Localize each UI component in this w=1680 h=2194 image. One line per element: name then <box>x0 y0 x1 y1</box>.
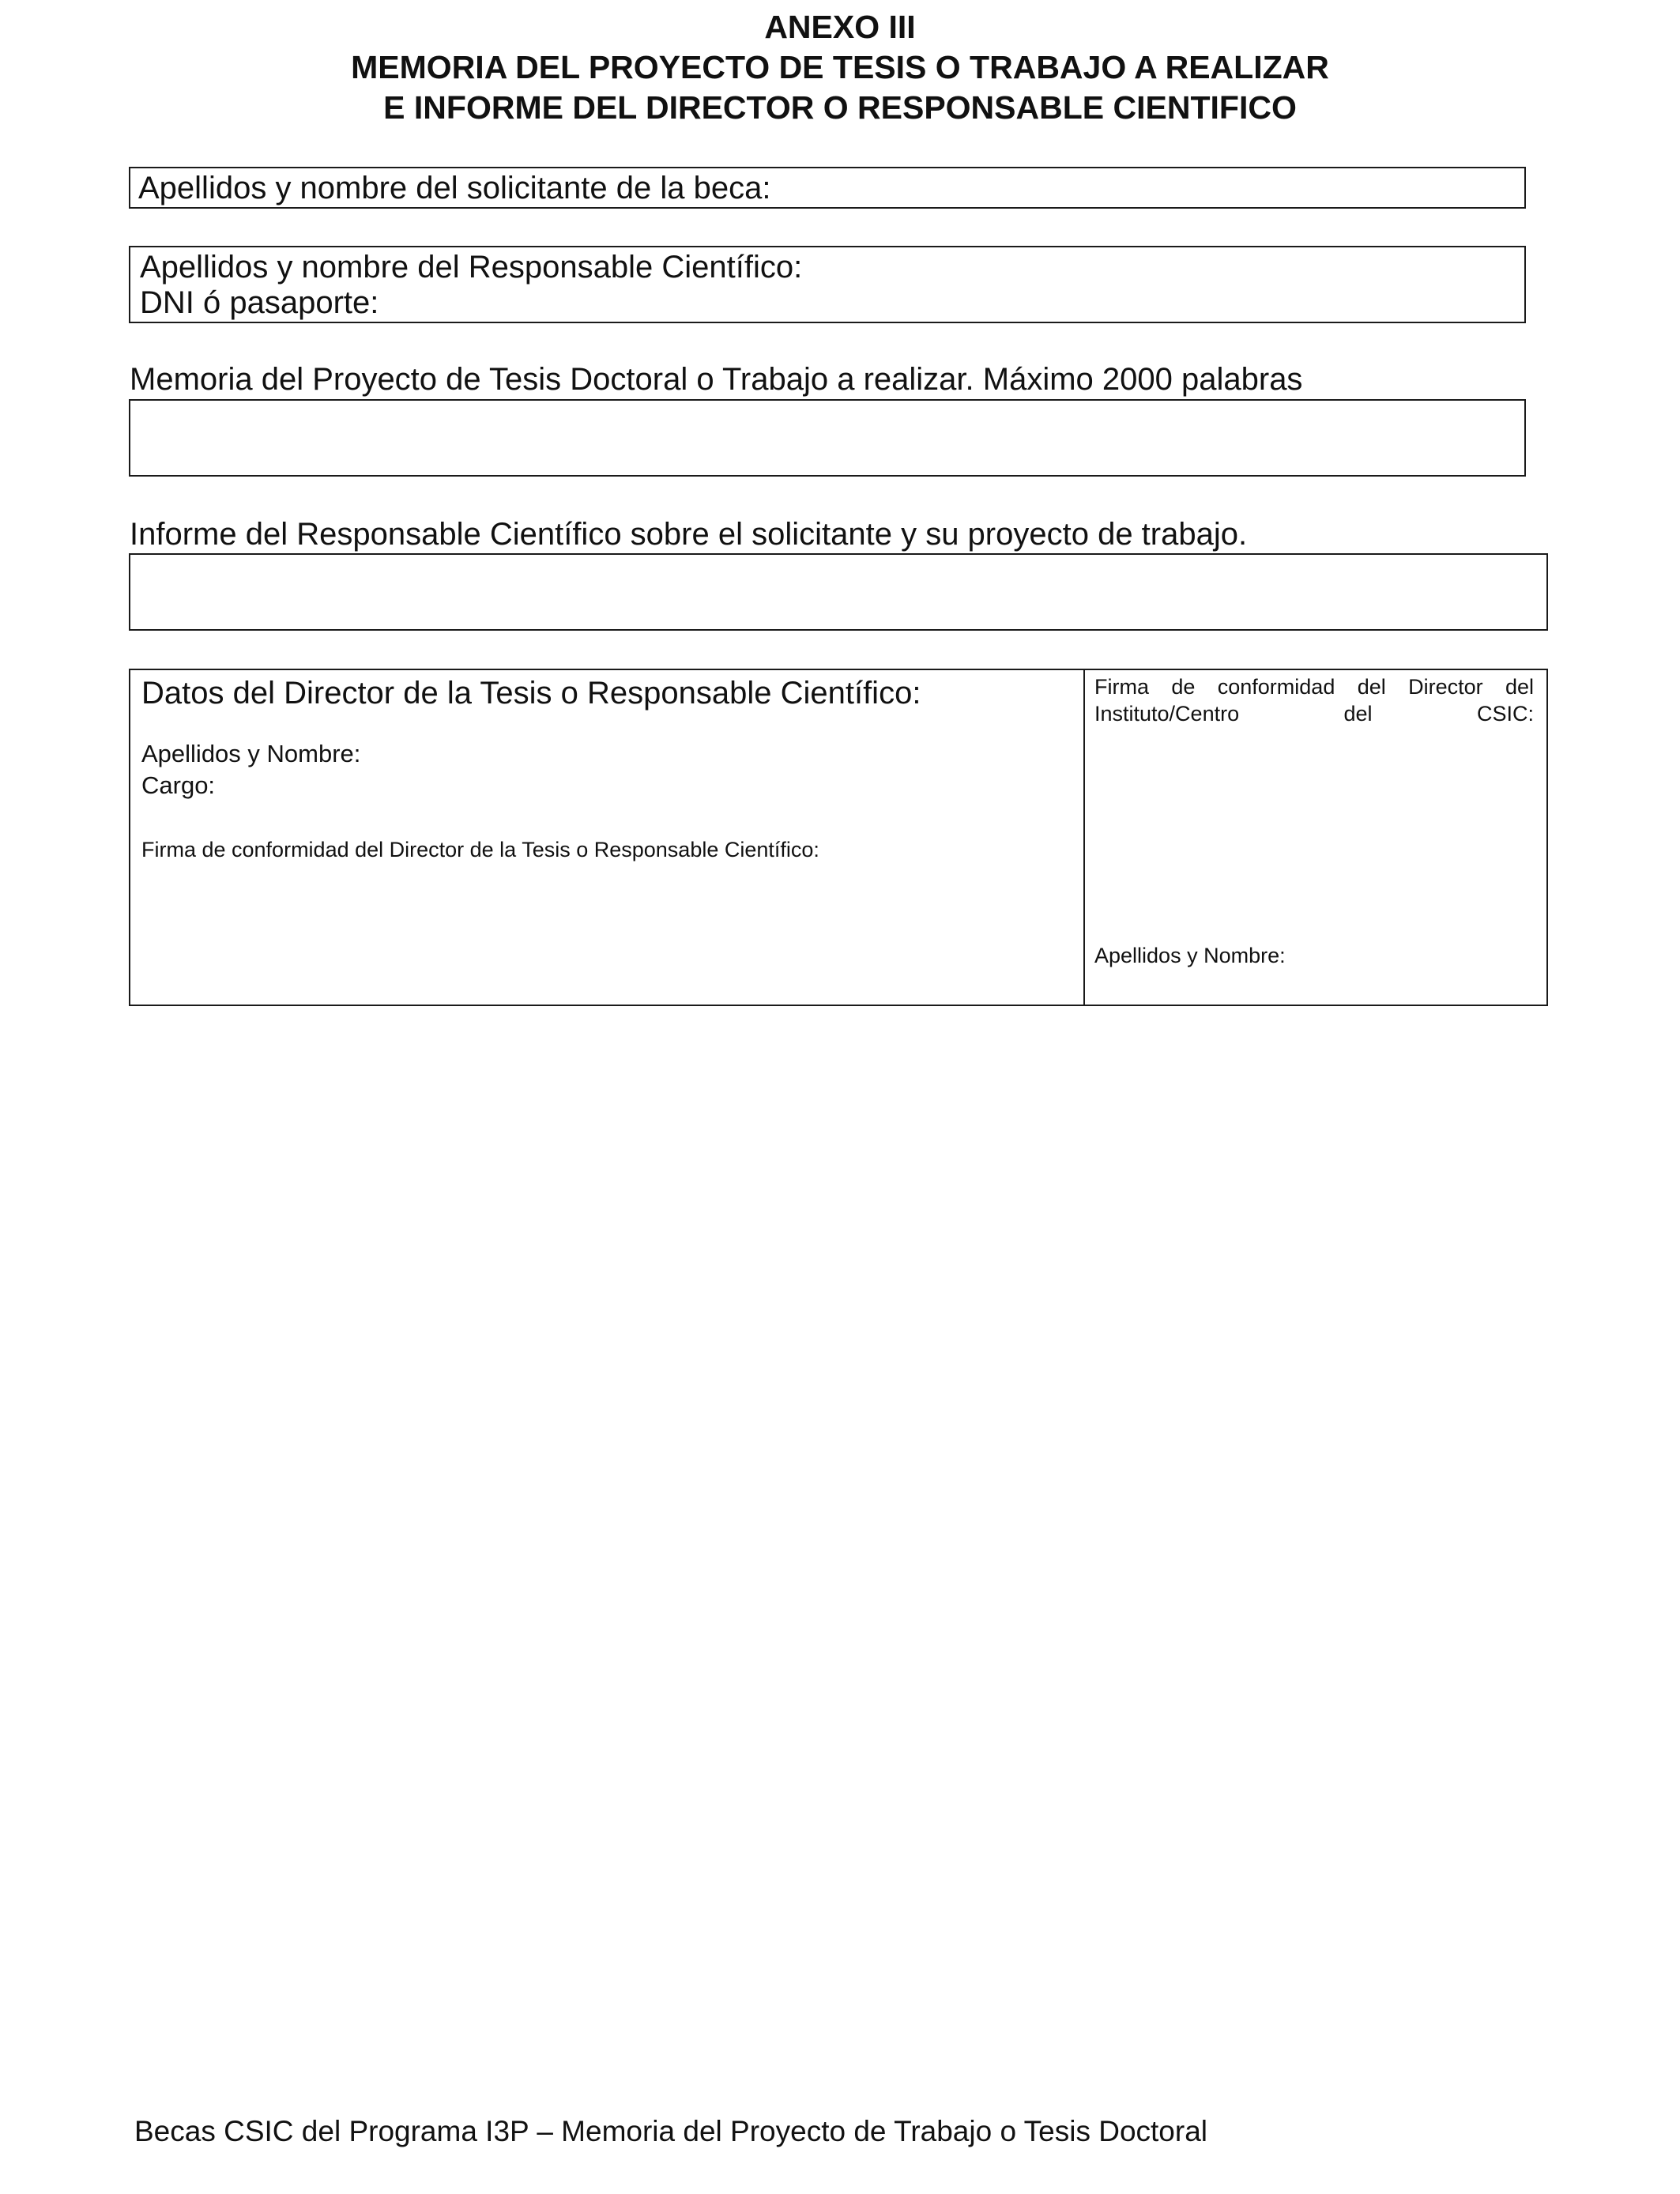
footer-text: Becas CSIC del Programa I3P – Memoria del Proyecto de Trabajo o Tesis Doctoral <box>134 2115 1207 2147</box>
director-data-cell[interactable] <box>130 670 1083 1005</box>
scientist-field[interactable] <box>129 246 1526 323</box>
institute-signature-label: Firma de conformidad del Director del Instituto/Centro del CSIC: <box>1094 675 1534 726</box>
director-heading: Datos del Director de la Tesis o Responsable Científico: <box>141 676 921 711</box>
informe-label: Informe del Responsable Científico sobre el solicitante y su proyecto de trabajo. <box>130 517 1248 552</box>
scientist-id-label: DNI ó pasaporte: <box>140 285 379 320</box>
scientist-name-label: Apellidos y nombre del Responsable Científico: <box>140 250 803 285</box>
memoria-label: Memoria del Proyecto de Tesis Doctoral o Trabajo a realizar. Máximo 2000 palabras <box>130 362 1303 397</box>
director-cargo-label: Cargo: <box>141 771 216 799</box>
director-name-label: Apellidos y Nombre: <box>141 740 361 767</box>
director-signature-label: Firma de conformidad del Director de la Tesis o Responsable Científico: <box>141 838 819 861</box>
document-subtitle: E INFORME DEL DIRECTOR O RESPONSABLE CIENTIFICO <box>383 89 1297 126</box>
institute-director-cell[interactable] <box>1085 670 1546 1005</box>
applicant-label: Apellidos y nombre del solicitante de la beca: <box>138 171 771 205</box>
informe-field[interactable] <box>129 553 1548 631</box>
director-table <box>129 669 1548 1006</box>
applicant-field[interactable] <box>129 167 1526 209</box>
institute-name-label: Apellidos y Nombre: <box>1094 944 1286 967</box>
document-title: MEMORIA DEL PROYECTO DE TESIS O TRABAJO A REALIZAR <box>351 49 1329 85</box>
memoria-field[interactable] <box>129 399 1526 477</box>
annex-title: ANEXO III <box>764 9 916 45</box>
